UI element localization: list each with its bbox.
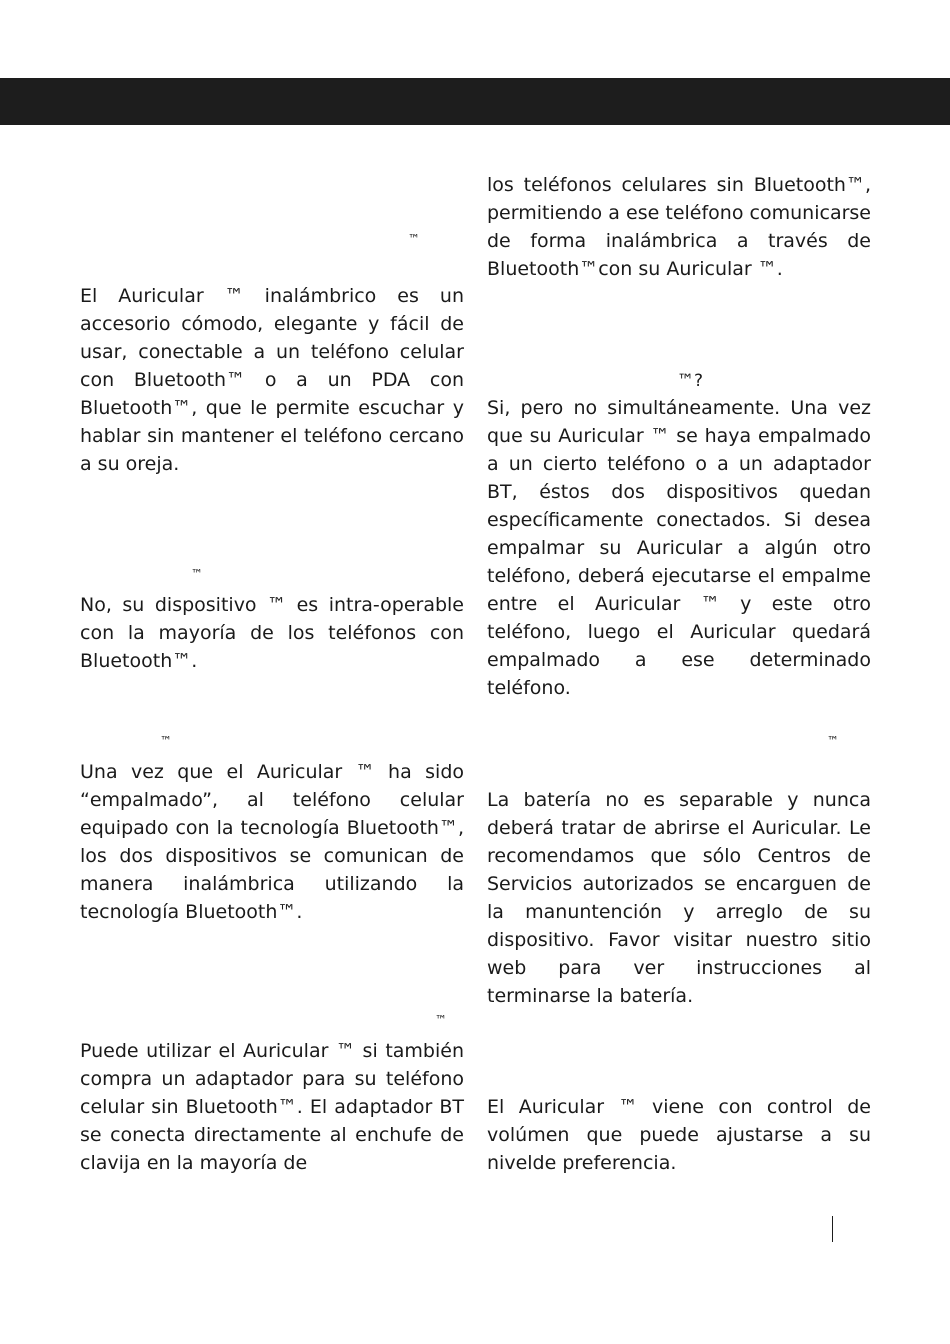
battery-paragraph: La batería no es separable y nunca deberá tratar de abrirse el Auricular. Le recomendamos que sólo Centros de Servicios autorizados se encarguen de la manuntención y arreglo de su dispositivo. Favor visitar nuestro sitio web para ver instrucciones al terminarse la batería. (487, 789, 871, 1007)
pairing-paragraph: Una vez que el Auricular ™ ha sido “empalmado”, al teléfono celular equipado con la tecnología Bluetooth™, los dos dispositivos se comunican de manera inalámbrica utilizando la tecnología Bluetooth™. (80, 761, 464, 923)
adapter-paragraph: Puede utilizar el Auricular ™ si también compra un adaptador para su teléfono celular sin Bluetooth™. El adaptador BT se conecta directamente al enchufe de clavija en la mayoría de (80, 1040, 464, 1174)
header-bar (0, 78, 950, 125)
trademark-mark: ™ (435, 1013, 447, 1027)
adapter-continued-paragraph: los teléfonos celulares sin Bluetooth™, permitiendo a ese teléfono comunicarse de forma inalámbrica a través de Bluetooth™con su Auricular ™. (487, 174, 871, 280)
compatibility-paragraph: No, su dispositivo ™ es intra-operable con la mayoría de los teléfonos con Bluetooth™. (80, 594, 464, 672)
trademark-mark: ™ (408, 232, 420, 246)
intro-paragraph: El Auricular ™ inalámbrico es un accesorio cómodo, elegante y fácil de usar, conectable a un teléfono celular con Bluetooth™ o a un PDA con Bluetooth™, que le permite escuchar y hablar sin mantener el teléfono cercano a su oreja. (80, 285, 464, 475)
page-number-rule (832, 1216, 833, 1242)
trademark-question: ™? (677, 371, 704, 391)
volume-paragraph: El Auricular ™ viene con control de volúmen que puede ajustarse a su nivelde preferencia. (487, 1096, 871, 1174)
trademark-mark: ™ (827, 734, 839, 748)
trademark-mark: ™ (191, 567, 203, 581)
multi-phone-paragraph: Si, pero no simultáneamente. Una vez que su Auricular ™ se haya empalmado a un cierto teléfono o a un adaptador BT, éstos dos dispositivos quedan específicamente conectados. Si desea empalmar su Auricular a algún otro teléfono, deberá ejecutarse el empalme entre el Auricular ™ y este otro teléfono, luego el Auricular quedará empalmado a ese determinado teléfono. (487, 397, 871, 699)
trademark-mark: ™ (160, 734, 172, 748)
